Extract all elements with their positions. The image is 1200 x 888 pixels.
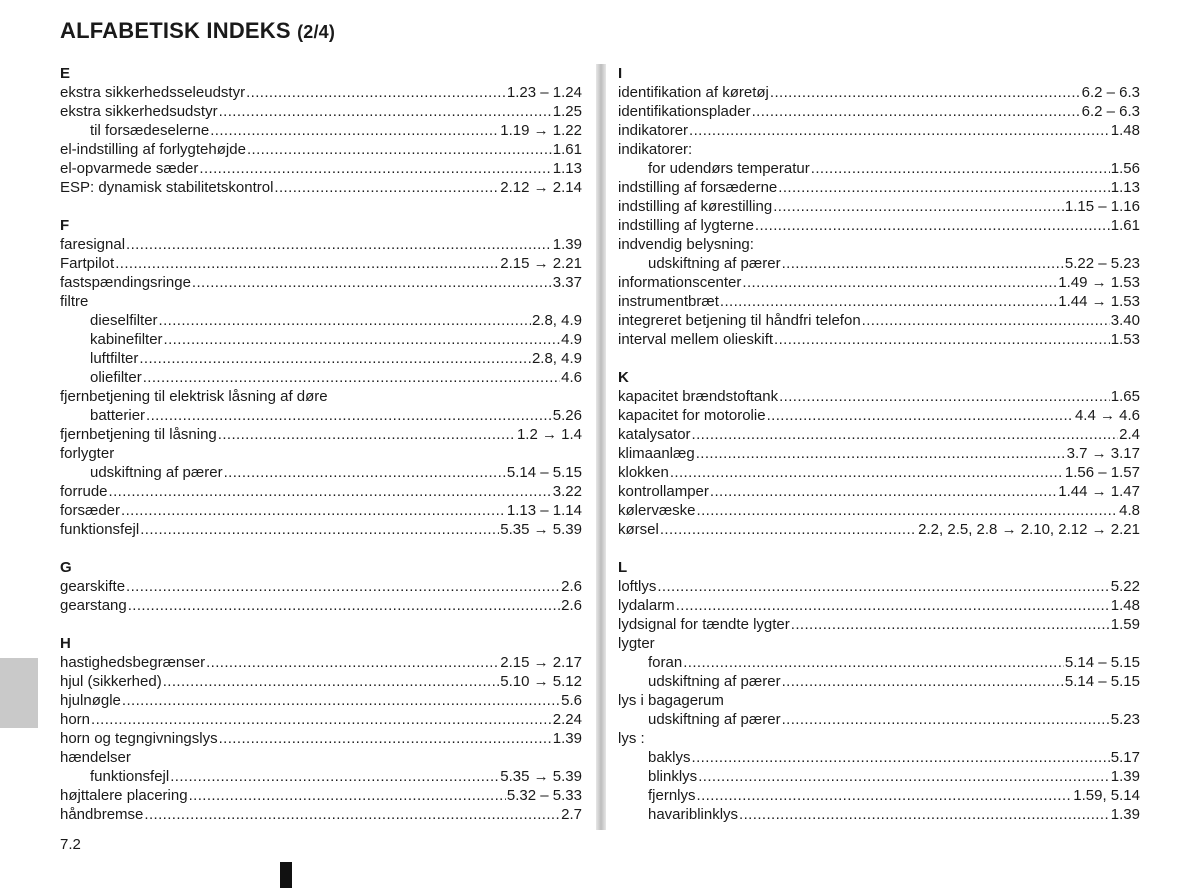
index-entry: Fartpilot ..... 2.15 → 2.21 bbox=[60, 254, 582, 273]
index-entry: informationscenter ..... 1.49 → 1.53 bbox=[618, 273, 1140, 292]
index-column-left bbox=[60, 64, 582, 824]
index-entry: kapacitet for motorolie ..... 4.4 → 4.6 bbox=[618, 406, 1140, 425]
index-entry: indstilling af kørestilling ..... 1.15 – 1.16 bbox=[618, 197, 1140, 216]
index-subentry: oliefilter ..... 4.6 bbox=[60, 368, 582, 387]
section-letter-l: L bbox=[618, 559, 628, 576]
index-subentry: batterier ..... 5.26 bbox=[60, 406, 582, 425]
index-entry: hastighedsbegrænser ..... 2.15 → 2.17 bbox=[60, 653, 582, 672]
index-entry: indstilling af forsæderne ..... 1.13 bbox=[618, 178, 1140, 197]
page-number: 7.2 bbox=[60, 836, 81, 853]
print-mark bbox=[280, 862, 292, 888]
index-subentry: blinklys ..... 1.39 bbox=[618, 767, 1140, 786]
index-heading: forlygter bbox=[60, 445, 115, 462]
section-letter-e: E bbox=[60, 65, 71, 82]
index-subentry: dieselfilter ..... 2.8, 4.9 bbox=[60, 311, 582, 330]
index-subentry: luftfilter ..... 2.8, 4.9 bbox=[60, 349, 582, 368]
index-entry: kørsel ..... 2.2, 2.5, 2.8 → 2.10, 2.12 → 2.21 bbox=[618, 520, 1140, 539]
title-part: (2/4) bbox=[297, 22, 336, 42]
index-heading: lys : bbox=[618, 730, 645, 747]
index-heading: lygter bbox=[618, 635, 655, 652]
column-divider bbox=[596, 64, 606, 830]
index-subentry: baklys ..... 5.17 bbox=[618, 748, 1140, 767]
title-main: ALFABETISK INDEKS bbox=[60, 18, 291, 43]
section-letter-i: I bbox=[618, 65, 623, 82]
index-heading: indvendig belysning: bbox=[618, 236, 754, 253]
index-entry: ekstra sikkerhedsseleudstyr ..... 1.23 – 1.24 bbox=[60, 83, 582, 102]
index-entry: lydsignal for tændte lygter ..... 1.59 bbox=[618, 615, 1140, 634]
index-entry: identifikationsplader ..... 6.2 – 6.3 bbox=[618, 102, 1140, 121]
index-entry: indstilling af lygterne ..... 1.61 bbox=[618, 216, 1140, 235]
index-entry: el-opvarmede sæder ..... 1.13 bbox=[60, 159, 582, 178]
index-subentry: til forsædeselerne ..... 1.19 → 1.22 bbox=[60, 121, 582, 140]
index-entry: ESP: dynamisk stabilitetskontrol ..... 2.12 → 2.14 bbox=[60, 178, 582, 197]
index-entry: fjernbetjening til låsning ..... 1.2 → 1.4 bbox=[60, 425, 582, 444]
index-subentry: fjernlys ..... 1.59, 5.14 bbox=[618, 786, 1140, 805]
index-entry: ekstra sikkerhedsudstyr ..... 1.25 bbox=[60, 102, 582, 121]
index-entry: identifikation af køretøj ..... 6.2 – 6.3 bbox=[618, 83, 1140, 102]
chapter-tab bbox=[0, 658, 38, 728]
index-heading: fjernbetjening til elektrisk låsning af døre bbox=[60, 388, 328, 405]
index-entry: gearstang ..... 2.6 bbox=[60, 596, 582, 615]
index-entry: kontrollamper ..... 1.44 → 1.47 bbox=[618, 482, 1140, 501]
index-entry: funktionsfejl ..... 5.35 → 5.39 bbox=[60, 520, 582, 539]
page-title bbox=[60, 18, 335, 44]
index-entry: faresignal ..... 1.39 bbox=[60, 235, 582, 254]
index-entry: interval mellem olieskift ..... 1.53 bbox=[618, 330, 1140, 349]
index-entry: loftlys ..... 5.22 bbox=[618, 577, 1140, 596]
index-entry: el-indstilling af forlygtehøjde ..... 1.61 bbox=[60, 140, 582, 159]
index-subentry: for udendørs temperatur ..... 1.56 bbox=[618, 159, 1140, 178]
index-entry: horn og tegngivningslys ..... 1.39 bbox=[60, 729, 582, 748]
index-subentry: havariblinklys ..... 1.39 bbox=[618, 805, 1140, 824]
section-letter-k: K bbox=[618, 369, 629, 386]
index-entry: håndbremse ..... 2.7 bbox=[60, 805, 582, 824]
index-entry: lydalarm ..... 1.48 bbox=[618, 596, 1140, 615]
index-entry: indikatorer ..... 1.48 bbox=[618, 121, 1140, 140]
index-column-right bbox=[618, 64, 1140, 824]
index-entry: katalysator ..... 2.4 bbox=[618, 425, 1140, 444]
index-entry: gearskifte ..... 2.6 bbox=[60, 577, 582, 596]
index-entry: forrude ..... 3.22 bbox=[60, 482, 582, 501]
section-letter-f: F bbox=[60, 217, 70, 234]
index-entry: klimaanlæg ..... 3.7 → 3.17 bbox=[618, 444, 1140, 463]
index-entry: forsæder ..... 1.13 – 1.14 bbox=[60, 501, 582, 520]
index-entry: hjulnøgle ..... 5.6 bbox=[60, 691, 582, 710]
index-subentry: udskiftning af pærer ..... 5.23 bbox=[618, 710, 1140, 729]
index-heading: indikatorer: bbox=[618, 141, 693, 158]
section-letter-h: H bbox=[60, 635, 71, 652]
index-subentry: funktionsfejl ..... 5.35 → 5.39 bbox=[60, 767, 582, 786]
index-entry: klokken ..... 1.56 – 1.57 bbox=[618, 463, 1140, 482]
index-subentry: udskiftning af pærer ..... 5.22 – 5.23 bbox=[618, 254, 1140, 273]
index-subentry: udskiftning af pærer ..... 5.14 – 5.15 bbox=[60, 463, 582, 482]
index-entry: horn ..... 2.24 bbox=[60, 710, 582, 729]
index-subentry: kabinefilter ..... 4.9 bbox=[60, 330, 582, 349]
index-subentry: foran ..... 5.14 – 5.15 bbox=[618, 653, 1140, 672]
index-entry: instrumentbræt ..... 1.44 → 1.53 bbox=[618, 292, 1140, 311]
index-entry: højttalere placering ..... 5.32 – 5.33 bbox=[60, 786, 582, 805]
section-letter-g: G bbox=[60, 559, 72, 576]
index-heading: hændelser bbox=[60, 749, 131, 766]
index-heading: lys i bagagerum bbox=[618, 692, 724, 709]
index-entry: hjul (sikkerhed) ..... 5.10 → 5.12 bbox=[60, 672, 582, 691]
index-entry: kapacitet brændstoftank ..... 1.65 bbox=[618, 387, 1140, 406]
index-subentry: udskiftning af pærer ..... 5.14 – 5.15 bbox=[618, 672, 1140, 691]
index-entry: fastspændingsringe ..... 3.37 bbox=[60, 273, 582, 292]
index-heading: filtre bbox=[60, 293, 89, 310]
index-entry: kølervæske ..... 4.8 bbox=[618, 501, 1140, 520]
index-entry: integreret betjening til håndfri telefon ..... 3.40 bbox=[618, 311, 1140, 330]
